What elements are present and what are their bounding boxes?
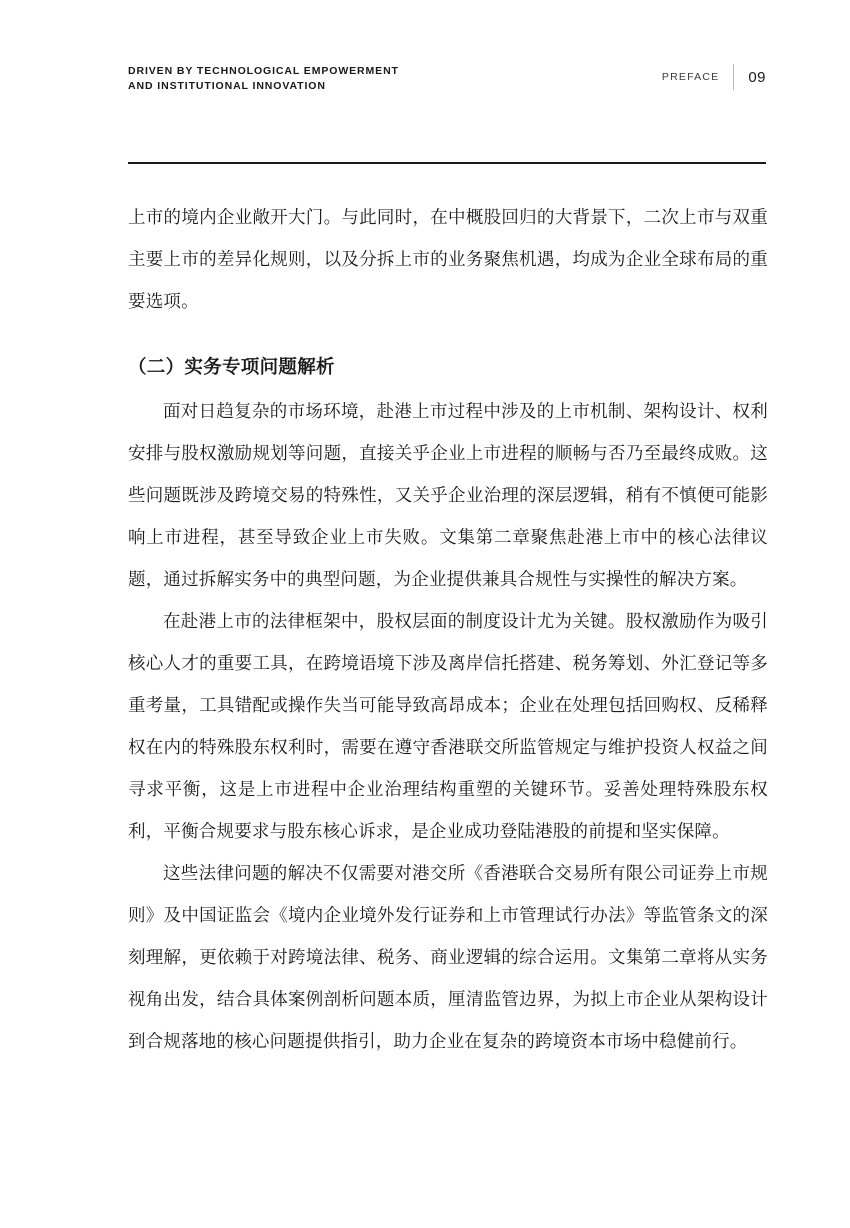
running-title-line-2: AND INSTITUTIONAL INNOVATION [128, 80, 326, 92]
page-number: 09 [748, 68, 766, 86]
page-body [128, 196, 768, 1062]
paragraph-continued: 上市的境内企业敞开大门。与此同时，在中概股回归的大背景下，二次上市与双重主要上市的差异化规则，以及分拆上市的业务聚焦机遇，均成为企业全球布局的重要选项。 [128, 207, 768, 311]
section-label: PREFACE [661, 71, 720, 83]
header-page-marker [662, 64, 766, 90]
paragraph-1: 面对日趋复杂的市场环境，赴港上市过程中涉及的上市机制、架构设计、权利安排与股权激励规划等问题，直接关乎企业上市进程的顺畅与否乃至最终成败。这些问题既涉及跨境交易的特殊性，又关乎企业治理的深层逻辑，稍有不慎便可能影响上市进程，甚至导致企业上市失败。文集第二章聚焦赴港上市中的核心法律议题，通过拆解实务中的典型问题，为企业提供兼具合规性与实操性的解决方案。 [128, 401, 768, 589]
running-title [128, 64, 399, 94]
header-rule [128, 162, 766, 164]
paragraph-2: 在赴港上市的法律框架中，股权层面的制度设计尤为关键。股权激励作为吸引核心人才的重要工具，在跨境语境下涉及离岸信托搭建、税务筹划、外汇登记等多重考量，工具错配或操作失当可能导致高昂成本；企业在处理包括回购权、反稀释权在内的特殊股东权利时，需要在遵守香港联交所监管规定与维护投资人权益之间寻求平衡，这是上市进程中企业治理结构重塑的关键环节。妥善处理特殊股东权利，平衡合规要求与股东核心诉求，是企业成功登陆港股的前提和坚实保障。 [128, 611, 768, 841]
running-title-line-1: DRIVEN BY TECHNOLOGICAL EMPOWERMENT [128, 65, 399, 77]
paragraph-3: 这些法律问题的解决不仅需要对港交所《香港联合交易所有限公司证券上市规则》及中国证监会《境内企业境外发行证券和上市管理试行办法》等监管条文的深刻理解，更依赖于对跨境法律、税务、商业逻辑的综合运用。文集第二章将从实务视角出发，结合具体案例剖析问题本质，厘清监管边界，为拟上市企业从架构设计到合规落地的核心问题提供指引，助力企业在复杂的跨境资本市场中稳健前行。 [128, 863, 768, 1051]
page-header [128, 58, 766, 98]
section-heading: （二）实务专项问题解析 [128, 356, 335, 377]
